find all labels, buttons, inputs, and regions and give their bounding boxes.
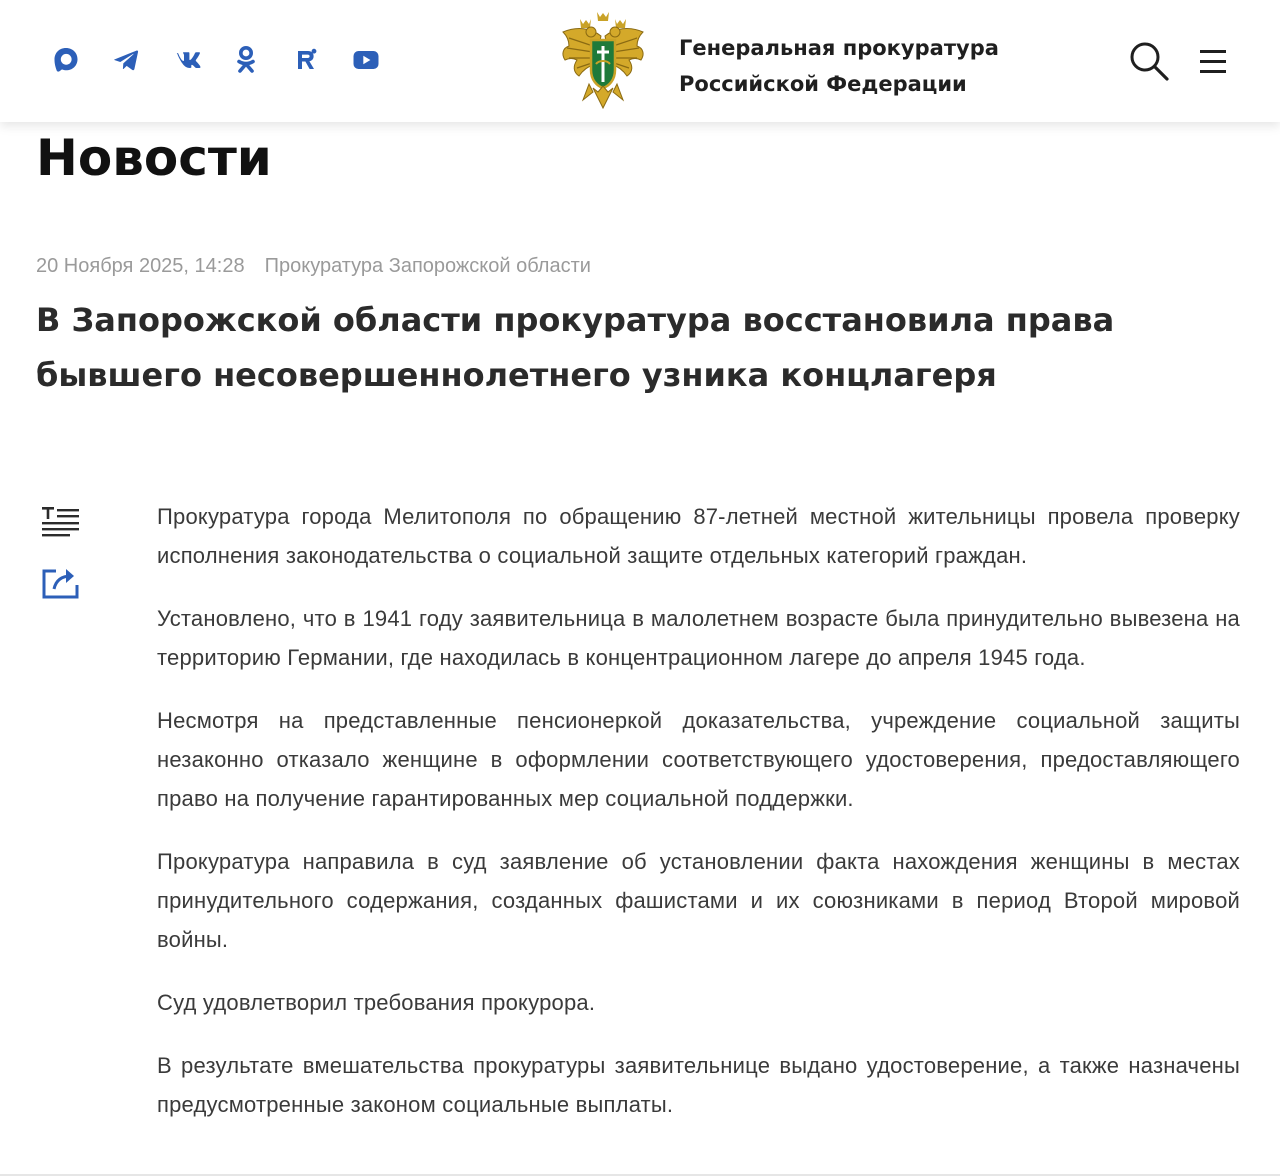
article-paragraph: Прокуратура города Мелитополя по обращению 87-летней местной жительницы провела проверку исполнения законодательства о социальной защите отдельных категорий граждан. [157, 504, 1240, 568]
max-icon[interactable] [48, 42, 84, 78]
article-paragraph: Прокуратура направила в суд заявление об установлении факта нахождения женщины в местах принудительного содержания, созданных фашистами и их союзниками в период Второй мировой войны. [157, 849, 1240, 952]
organization-name[interactable] [679, 30, 999, 102]
page-title: Новости [36, 129, 272, 187]
organization-name-line1: Генеральная прокуратура [679, 36, 999, 60]
search-button[interactable] [1128, 40, 1170, 82]
social-links [48, 42, 408, 78]
rutube-icon[interactable] [288, 42, 324, 78]
share-button[interactable] [40, 561, 82, 603]
article-paragraph: В результате вмешательства прокуратуры заявительнице выдано удостоверение, а также назначены предусмотренные законом социальные выплаты. [157, 1053, 1240, 1117]
news-meta [36, 252, 591, 280]
odnoklassniki-icon[interactable] [228, 42, 264, 78]
text-size-button[interactable] [40, 503, 82, 545]
news-headline: В Запорожской области прокуратура восстановила права бывшего несовершеннолетнего узника концлагеря [36, 301, 1115, 394]
news-source-link[interactable]: Прокуратура Запорожской области [264, 255, 591, 277]
hamburger-menu-icon [1196, 44, 1234, 78]
organization-name-line2: Российской Федерации [679, 72, 967, 96]
vk-icon[interactable] [168, 42, 204, 78]
article-tools [40, 503, 82, 619]
article-paragraph: Установлено, что в 1941 году заявительница в малолетнем возрасте была принудительно вывезена на территорию Германии, где находилась в концентрационном лагере до апреля 1945 года. [157, 606, 1240, 670]
article-body [157, 497, 1240, 1148]
prosecutor-emblem-logo[interactable] [553, 8, 653, 114]
menu-button[interactable] [1196, 44, 1234, 78]
news-date: 20 Ноября 2025, 14:28 [36, 255, 245, 277]
youtube-icon[interactable] [348, 42, 384, 78]
search-icon [1128, 40, 1170, 82]
article-paragraph: Суд удовлетворил требования прокурора. [157, 990, 596, 1015]
share-icon [40, 561, 82, 603]
article-paragraph: Несмотря на представленные пенсионеркой доказательства, учреждение социальной защиты незаконно отказало женщине в оформлении соответствующего удостоверения, предоставляющего право на получение гарантированных мер социальной поддержки. [157, 708, 1240, 811]
site-header [0, 0, 1280, 122]
telegram-icon[interactable] [108, 42, 144, 78]
text-size-icon [40, 503, 82, 545]
